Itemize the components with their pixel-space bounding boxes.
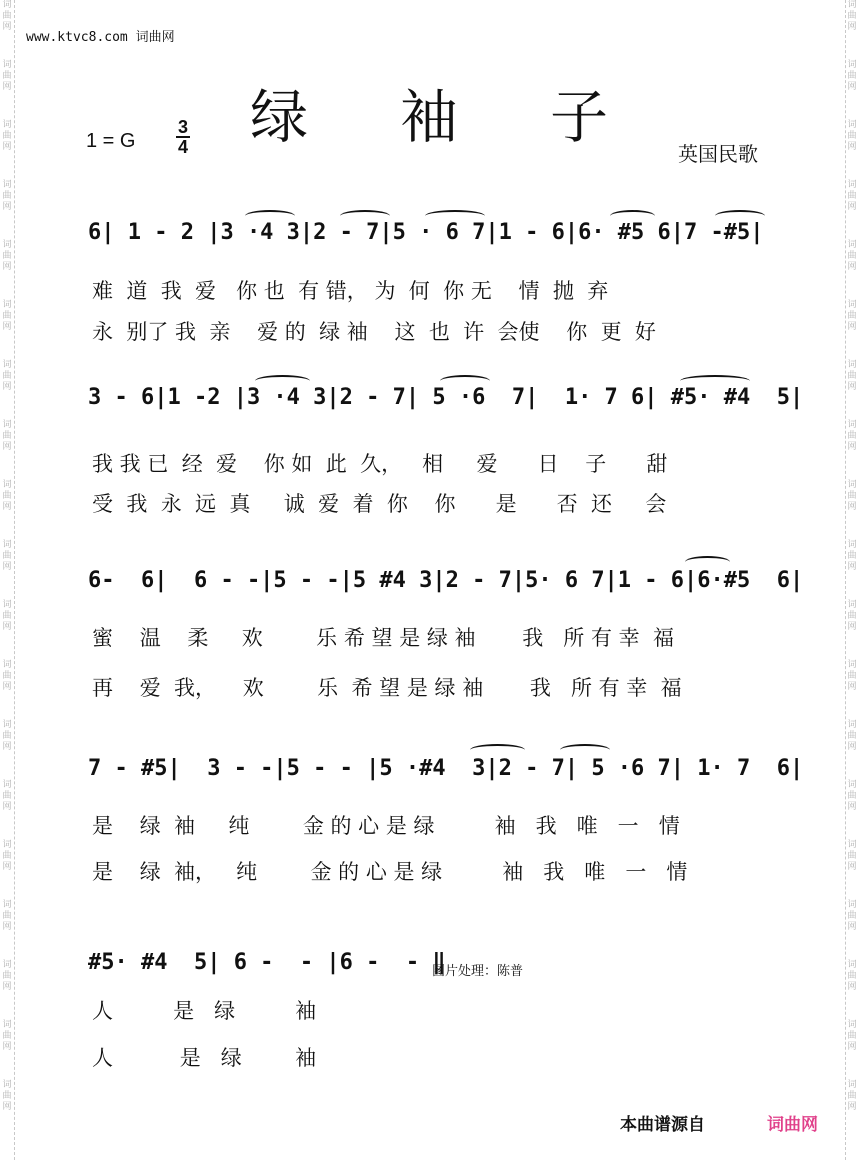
meter-top: 3 (177, 117, 188, 137)
edge-watermark-text: 词曲网 (847, 120, 857, 152)
edge-watermark-text: 词曲网 (847, 360, 857, 392)
slur-mark (680, 375, 750, 387)
meter-bottom: 4 (177, 137, 188, 157)
edge-watermark-text: 词曲网 (2, 60, 12, 92)
slur-mark (255, 375, 310, 387)
slur-mark (560, 744, 610, 756)
site-watermark[interactable]: www.ktvc8.com 词曲网 (26, 30, 175, 45)
edge-watermark-text: 词曲网 (2, 240, 12, 272)
song-origin: 英国民歌 (678, 142, 758, 166)
edge-watermark-text: 词曲网 (847, 300, 857, 332)
edge-watermark-text: 词曲网 (2, 480, 12, 512)
lyrics-line-3-verse-2: 再 爱 我， 欢 乐 希 望 是 绿 袖 我 所 有 幸 福 (92, 676, 682, 700)
song-title (250, 70, 700, 154)
slur-mark (610, 210, 655, 222)
slur-mark (470, 744, 525, 756)
edge-watermark-text: 词曲网 (2, 900, 12, 932)
edge-watermark-text: 词曲网 (2, 120, 12, 152)
edge-watermark-text: 词曲网 (847, 720, 857, 752)
edge-watermark-text: 词曲网 (2, 780, 12, 812)
notation-line-1: 6| 1 - 2 |3 ·4 3|2 - 7|5 · 6 7|1 - 6|6· #5 6|7 -#5| (88, 220, 764, 245)
edge-watermark-text: 词曲网 (2, 720, 12, 752)
lyrics-line-4-verse-2: 是 绿 袖， 纯 金 的 心 是 绿 袖 我 唯 一 情 (92, 860, 688, 884)
source-site-link[interactable]: 词曲网 (767, 1115, 818, 1135)
edge-watermark-text: 词曲网 (847, 960, 857, 992)
edge-watermark-text: 词曲网 (847, 240, 857, 272)
edge-watermark-text: 词曲网 (2, 420, 12, 452)
lyrics-line-3-verse-1: 蜜 温 柔 欢 乐 希 望 是 绿 袖 我 所 有 幸 福 (92, 626, 675, 650)
edge-watermark-text: 词曲网 (2, 0, 12, 32)
edge-watermark-text: 词曲网 (847, 600, 857, 632)
edge-watermark-text: 词曲网 (2, 300, 12, 332)
edge-watermark-text: 词曲网 (847, 480, 857, 512)
edge-watermark-text: 词曲网 (847, 840, 857, 872)
edge-watermark-text: 词曲网 (847, 60, 857, 92)
edge-watermark-text: 词曲网 (2, 960, 12, 992)
slur-mark (425, 210, 485, 222)
title-char: 袖 (400, 83, 459, 151)
lyrics-line-4-verse-1: 是 绿 袖 纯 金 的 心 是 绿 袖 我 唯 一 情 (92, 814, 680, 838)
lyrics-line-5-verse-2: 人 是 绿 袖 (92, 1046, 317, 1070)
notation-line-3: 6- 6| 6 - -|5 - -|5 #4 3|2 - 7|5· 6 7|1 - 6|6·#5 6| (88, 568, 804, 593)
edge-watermark-text: 词曲网 (847, 180, 857, 212)
edge-watermark-text: 词曲网 (847, 660, 857, 692)
edge-watermark-text: 词曲网 (847, 900, 857, 932)
notation-line-5: #5· #4 5| 6 - - |6 - - ‖ (88, 950, 446, 975)
notation-line-4: 7 - #5| 3 - -|5 - - |5 ·#4 3|2 - 7| 5 ·6 7| 1· 7 6| (88, 756, 804, 781)
edge-watermark-text: 词曲网 (2, 600, 12, 632)
edge-watermark-text: 词曲网 (847, 1080, 857, 1112)
edge-watermark-text: 词曲网 (2, 660, 12, 692)
slur-mark (245, 210, 295, 222)
lyrics-line-5-verse-1: 人 是 绿 袖 (92, 999, 317, 1023)
lyrics-line-2-verse-2: 受 我 永 远 真 诚 爱 着 你 你 是 否 还 会 (92, 492, 667, 516)
slur-mark (685, 556, 730, 568)
edge-watermark-text: 词曲网 (847, 1020, 857, 1052)
lyrics-line-2-verse-1: 我 我 已 经 爱 你 如 此 久， 相 爱 日 子 甜 (92, 452, 668, 476)
edge-watermark-text: 词曲网 (2, 540, 12, 572)
title-char: 子 (550, 83, 609, 151)
edge-watermark-text: 词曲网 (2, 360, 12, 392)
lyrics-line-1-verse-1: 难 道 我 爱 你 也 有 错， 为 何 你 无 情 抛 弃 (92, 279, 609, 303)
edge-watermark-text: 词曲网 (847, 0, 857, 32)
edge-watermark-text: 词曲网 (847, 540, 857, 572)
slur-mark (440, 375, 490, 387)
title-char: 绿 (250, 83, 309, 151)
edge-watermark-text: 词曲网 (847, 780, 857, 812)
lyrics-line-1-verse-2: 永 别了 我 亲 爱 的 绿 袖 这 也 许 会使 你 更 好 (92, 320, 656, 344)
edge-watermark-text: 词曲网 (847, 420, 857, 452)
slur-mark (340, 210, 390, 222)
slur-mark (715, 210, 765, 222)
edge-watermark-text: 词曲网 (2, 1080, 12, 1112)
image-credit: 图片处理：陈普 (432, 964, 524, 979)
key-signature: 1 = G (86, 130, 136, 152)
source-label: 本曲谱源自 (620, 1115, 705, 1135)
notation-line-2: 3 - 6|1 -2 |3 ·4 3|2 - 7| 5 ·6 7| 1· 7 6| #5· #4 5| (88, 385, 804, 410)
edge-watermark-text: 词曲网 (2, 840, 12, 872)
time-signature (176, 118, 190, 156)
edge-watermark-text: 词曲网 (2, 180, 12, 212)
edge-watermark-text: 词曲网 (2, 1020, 12, 1052)
